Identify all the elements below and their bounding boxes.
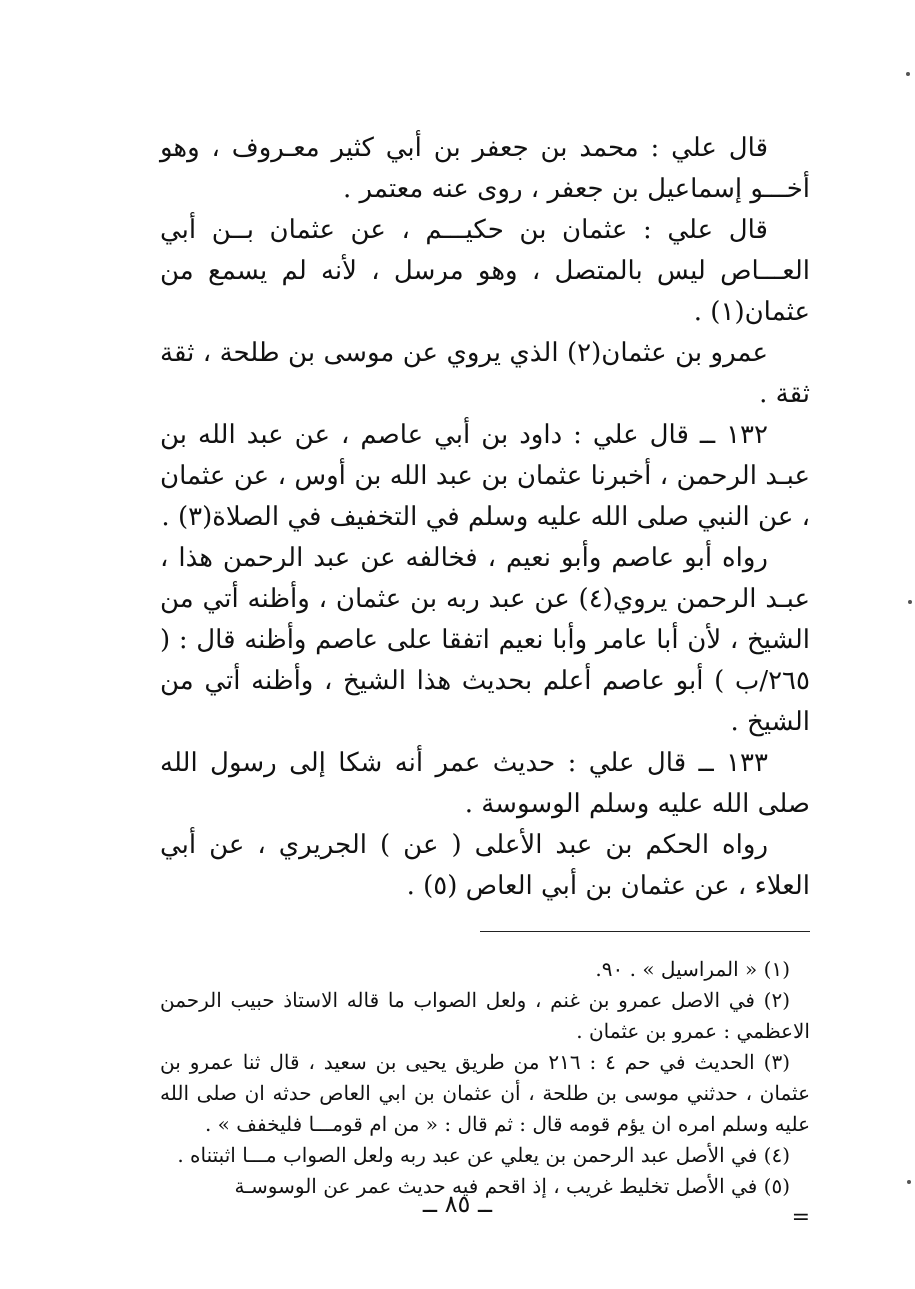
paragraph: قال علي : محمد بن جعفر بن أبي كثير معـروف ، وهو أخـــو إسماعيل بن جعفر ، روى عنه معتمر .	[160, 133, 810, 204]
page-number: ــ ٨٥ ــ	[422, 1190, 493, 1218]
footnote: (١) « المراسيل » . ٩٠.	[595, 957, 790, 981]
footnote: (٤) في الأصل عبد الرحمن بن يعلي عن عبد ربه ولعل الصواب مـــا اثبتناه .	[177, 1143, 790, 1167]
paragraph: ١٣٢ ــ قال علي : داود بن أبي عاصم ، عن عبد الله بن عبـد الرحمن ، أخبرنا عثمان بن عبد الله بن أوس ، عن عثمان ، عن النبي صلى الله عليه وسلم في التخفيف في الصلاة(٣) .	[160, 420, 810, 532]
scan-speck	[907, 1180, 911, 1184]
paragraph: رواه الحكم بن عبد الأعلى ( عن ) الجريري ، عن أبي العلاء ، عن عثمان بن أبي العاص (٥) .	[160, 830, 810, 901]
paragraph: عمرو بن عثمان(٢) الذي يروي عن موسى بن طلحة ، ثقة ثقة .	[160, 338, 810, 409]
footnote-separator	[480, 931, 810, 932]
scan-speck	[906, 72, 910, 76]
footnote: (٢) في الاصل عمرو بن غنم ، ولعل الصواب ما قاله الاستاذ حبيب الرحمن الاعظمي : عمرو بن عثمان .	[160, 988, 810, 1043]
footnote: (٥) في الأصل تخليط غريب ، إذ اقحم فيه حديث عمر عن الوسوسـة	[234, 1174, 790, 1198]
paragraph: قال علي : عثمان بن حكيـــم ، عن عثمان بــن أبي العـــاص ليس بالمتصل ، وهو مرسل ، لأنه لم يسمع من عثمان(١) .	[160, 215, 810, 327]
scan-speck	[908, 600, 912, 604]
paragraph: ١٣٣ ــ قال علي : حديث عمر أنه شكا إلى رسول الله صلى الله عليه وسلم الوسوسة .	[160, 748, 810, 819]
paragraph: رواه أبو عاصم وأبو نعيم ، فخالفه عن عبد الرحمن هذا ، عبـد الرحمن يروي(٤) عن عبد ربه بن عثمان ، وأظنه أتي من الشيخ ، لأن أبا عامر وأبا نعيم اتفقا على عاصم وأظنه قال : ( ٢٦٥/ب ) أبو عاصم أعلم بحديث هذا الشيخ ، وأظنه أتي من الشيخ .	[160, 543, 810, 737]
footnote-continuation-mark: =	[791, 1205, 810, 1230]
footnote: (٣) الحديث في حم ٤ : ٢١٦ من طريق يحيى بن سعيد ، قال ثنا عمرو بن عثمان ، حدثني موسى بن طلحة ، أن عثمان بن ابي العاص حدثه ان صلى الله عليه وسلم امره ان يؤم قومه قال : ثم قال : « من ام قومـــا فليخفف » .	[160, 1050, 810, 1136]
page-body	[160, 128, 810, 1230]
